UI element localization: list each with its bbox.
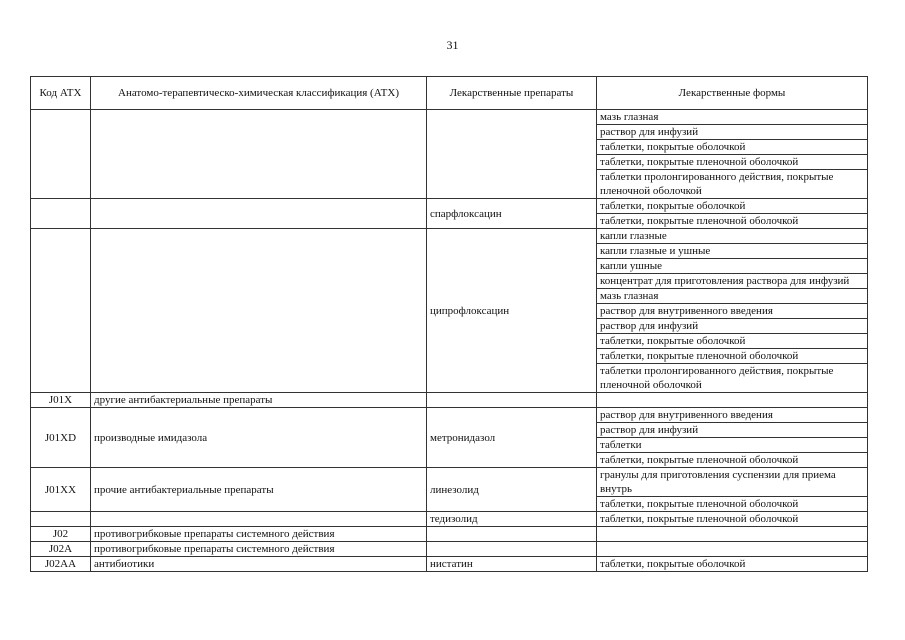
code-cell: J02 bbox=[31, 527, 91, 542]
table-header bbox=[31, 77, 868, 110]
form-cell: концентрат для приготовления раствора для инфузий bbox=[597, 274, 868, 289]
code-cell: J01X bbox=[31, 393, 91, 408]
form-cell: раствор для внутривенного введения bbox=[597, 304, 868, 319]
form-cell: мазь глазная bbox=[597, 110, 868, 125]
drug-cell: спарфлоксацин bbox=[427, 199, 597, 229]
drug-cell: линезолид bbox=[427, 468, 597, 512]
classification-cell bbox=[91, 110, 427, 199]
form-cell: таблетки, покрытые оболочкой bbox=[597, 140, 868, 155]
form-cell: таблетки, покрытые пленочной оболочкой bbox=[597, 214, 868, 229]
form-cell: таблетки пролонгированного действия, покрытые пленочной оболочкой bbox=[597, 364, 868, 393]
code-cell bbox=[31, 199, 91, 229]
form-cell: таблетки пролонгированного действия, покрытые пленочной оболочкой bbox=[597, 170, 868, 199]
form-cell bbox=[597, 542, 868, 557]
code-cell: J01XD bbox=[31, 408, 91, 468]
drug-cell bbox=[427, 527, 597, 542]
table-row bbox=[31, 229, 868, 244]
drug-cell bbox=[427, 542, 597, 557]
form-cell: таблетки, покрытые оболочкой bbox=[597, 199, 868, 214]
form-cell: таблетки, покрытые пленочной оболочкой bbox=[597, 497, 868, 512]
form-cell: капли глазные bbox=[597, 229, 868, 244]
classification-cell: противогрибковые препараты системного действия bbox=[91, 527, 427, 542]
classification-cell: производные имидазола bbox=[91, 408, 427, 468]
drug-cell bbox=[427, 393, 597, 408]
table-row bbox=[31, 393, 868, 408]
classification-cell: антибиотики bbox=[91, 557, 427, 572]
form-cell: таблетки, покрытые оболочкой bbox=[597, 334, 868, 349]
code-cell: J01XX bbox=[31, 468, 91, 512]
table-row bbox=[31, 468, 868, 497]
drug-cell: нистатин bbox=[427, 557, 597, 572]
header-code: Код АТХ bbox=[31, 77, 91, 110]
form-cell: мазь глазная bbox=[597, 289, 868, 304]
classification-cell bbox=[91, 512, 427, 527]
form-cell: таблетки, покрытые пленочной оболочкой bbox=[597, 512, 868, 527]
classification-cell: прочие антибактериальные препараты bbox=[91, 468, 427, 512]
drug-cell: ципрофлоксацин bbox=[427, 229, 597, 393]
table-row bbox=[31, 199, 868, 214]
table-row bbox=[31, 512, 868, 527]
header-forms: Лекарственные формы bbox=[597, 77, 868, 110]
code-cell: J02A bbox=[31, 542, 91, 557]
form-cell: раствор для инфузий bbox=[597, 125, 868, 140]
table-row bbox=[31, 408, 868, 423]
form-cell bbox=[597, 527, 868, 542]
classification-cell bbox=[91, 229, 427, 393]
form-cell: таблетки bbox=[597, 438, 868, 453]
form-cell: гранулы для приготовления суспензии для приема внутрь bbox=[597, 468, 868, 497]
form-cell: таблетки, покрытые пленочной оболочкой bbox=[597, 453, 868, 468]
table-row bbox=[31, 542, 868, 557]
header-drugs: Лекарственные препараты bbox=[427, 77, 597, 110]
form-cell: таблетки, покрытые оболочкой bbox=[597, 557, 868, 572]
table-body bbox=[31, 110, 868, 572]
form-cell: раствор для внутривенного введения bbox=[597, 408, 868, 423]
form-cell: таблетки, покрытые пленочной оболочкой bbox=[597, 155, 868, 170]
page-number: 31 bbox=[446, 38, 459, 52]
form-cell: капли глазные и ушные bbox=[597, 244, 868, 259]
atx-table bbox=[30, 76, 868, 572]
code-cell bbox=[31, 512, 91, 527]
table-row bbox=[31, 557, 868, 572]
table-row bbox=[31, 527, 868, 542]
classification-cell: противогрибковые препараты системного действия bbox=[91, 542, 427, 557]
classification-cell bbox=[91, 199, 427, 229]
form-cell: таблетки, покрытые пленочной оболочкой bbox=[597, 349, 868, 364]
drug-cell bbox=[427, 110, 597, 199]
header-classification: Анатомо-терапевтическо-химическая классификация (АТХ) bbox=[91, 77, 427, 110]
drug-cell: метронидазол bbox=[427, 408, 597, 468]
form-cell: раствор для инфузий bbox=[597, 423, 868, 438]
code-cell bbox=[31, 110, 91, 199]
classification-cell: другие антибактериальные препараты bbox=[91, 393, 427, 408]
table-row bbox=[31, 110, 868, 125]
header-row bbox=[31, 77, 868, 110]
form-cell: раствор для инфузий bbox=[597, 319, 868, 334]
form-cell: капли ушные bbox=[597, 259, 868, 274]
form-cell bbox=[597, 393, 868, 408]
code-cell bbox=[31, 229, 91, 393]
code-cell: J02AA bbox=[31, 557, 91, 572]
drug-cell: тедизолид bbox=[427, 512, 597, 527]
